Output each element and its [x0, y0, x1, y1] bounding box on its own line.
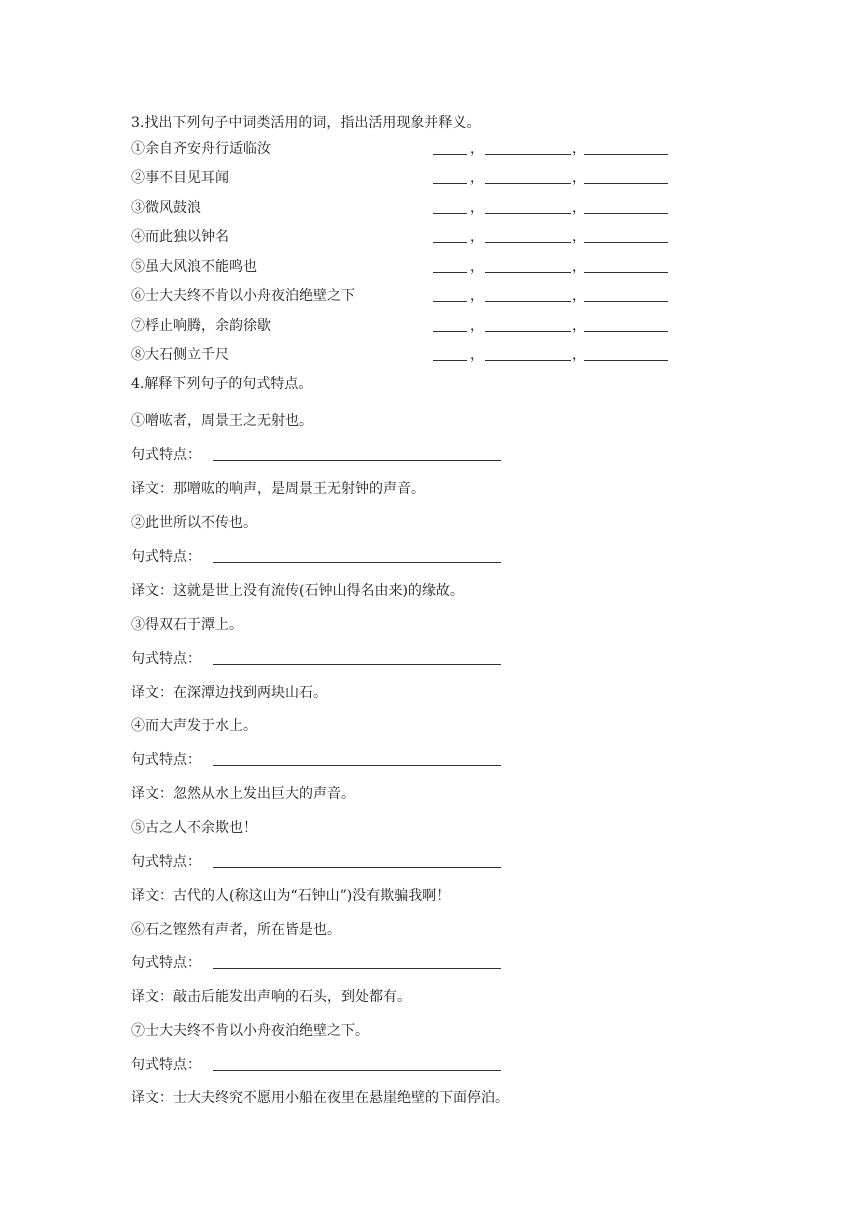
separator: ， — [470, 170, 484, 186]
separator: ， — [470, 229, 484, 245]
separator: ， — [572, 318, 586, 334]
blank-meaning[interactable] — [584, 242, 668, 243]
q4-sentence: ④而大声发于水上。 — [131, 718, 257, 734]
answer-line[interactable] — [213, 562, 501, 563]
blank-word[interactable] — [433, 213, 467, 214]
q4-translation: 译文：敲击后能发出声响的石头，到处都有。 — [131, 989, 411, 1005]
sentence-feature-label: 句式特点： — [131, 447, 201, 463]
separator: ， — [470, 200, 484, 216]
q3-row — [131, 286, 691, 306]
separator: ， — [470, 318, 484, 334]
q3-row — [131, 227, 691, 247]
q4-translation: 译文：那噌吰的响声，是周景王无射钟的声音。 — [131, 481, 425, 497]
separator: ， — [470, 288, 484, 304]
blank-word[interactable] — [433, 301, 467, 302]
sentence-feature-label: 句式特点： — [131, 955, 201, 971]
separator: ， — [572, 170, 586, 186]
answer-line[interactable] — [213, 460, 501, 461]
sentence-feature-label: 句式特点： — [131, 752, 201, 768]
q4-translation: 译文：古代的人(称这山为“石钟山”)没有欺骗我啊！ — [131, 888, 451, 904]
sentence-feature-row — [131, 1055, 511, 1075]
sentence-feature-row — [131, 852, 511, 872]
answer-line[interactable] — [213, 1070, 501, 1071]
q3-sentence: ⑤虽大风浪不能鸣也 — [131, 259, 257, 275]
blank-phenomenon[interactable] — [485, 154, 571, 155]
blank-phenomenon[interactable] — [485, 183, 571, 184]
sentence-feature-row — [131, 750, 511, 770]
blank-phenomenon[interactable] — [485, 213, 571, 214]
q4-sentence: ⑦士大夫终不肯以小舟夜泊绝壁之下。 — [131, 1023, 369, 1039]
blank-meaning[interactable] — [584, 213, 668, 214]
blank-meaning[interactable] — [584, 154, 668, 155]
q3-row — [131, 316, 691, 336]
answer-line[interactable] — [213, 968, 501, 969]
blank-meaning[interactable] — [584, 272, 668, 273]
separator: ， — [572, 347, 586, 363]
sentence-feature-label: 句式特点： — [131, 651, 201, 667]
q3-row — [131, 168, 691, 188]
separator: ， — [572, 288, 586, 304]
blank-phenomenon[interactable] — [485, 331, 571, 332]
answer-line[interactable] — [213, 664, 501, 665]
answer-line[interactable] — [213, 867, 501, 868]
sentence-feature-row — [131, 649, 511, 669]
question-3-heading: 3.找出下列句子中词类活用的词，指出活用现象并释义。 — [131, 115, 481, 131]
blank-word[interactable] — [433, 331, 467, 332]
separator: ， — [572, 259, 586, 275]
q3-row — [131, 257, 691, 277]
blank-meaning[interactable] — [584, 331, 668, 332]
blank-word[interactable] — [433, 360, 467, 361]
sentence-feature-row — [131, 445, 511, 465]
separator: ， — [572, 200, 586, 216]
blank-phenomenon[interactable] — [485, 360, 571, 361]
question-4-heading: 4.解释下列句子的句式特点。 — [131, 376, 313, 392]
q3-sentence: ③微风鼓浪 — [131, 200, 201, 216]
blank-word[interactable] — [433, 154, 467, 155]
sentence-feature-row — [131, 953, 511, 973]
blank-phenomenon[interactable] — [485, 272, 571, 273]
separator: ， — [470, 259, 484, 275]
blank-word[interactable] — [433, 242, 467, 243]
q3-sentence: ⑧大石侧立千尺 — [131, 347, 229, 363]
q4-translation: 译文：这就是世上没有流传(石钟山得名由来)的缘故。 — [131, 583, 464, 599]
sentence-feature-row — [131, 547, 511, 567]
q3-row — [131, 139, 691, 159]
sentence-feature-label: 句式特点： — [131, 854, 201, 870]
q4-sentence: ①噌吰者，周景王之无射也。 — [131, 413, 313, 429]
separator: ， — [572, 229, 586, 245]
answer-line[interactable] — [213, 765, 501, 766]
blank-meaning[interactable] — [584, 183, 668, 184]
sentence-feature-label: 句式特点： — [131, 1057, 201, 1073]
q3-sentence: ⑥士大夫终不肯以小舟夜泊绝壁之下 — [131, 288, 355, 304]
blank-phenomenon[interactable] — [485, 301, 571, 302]
q3-sentence: ⑦桴止响腾，余韵徐歇 — [131, 318, 271, 334]
q4-translation: 译文：士大夫终究不愿用小船在夜里在悬崖绝壁的下面停泊。 — [131, 1090, 509, 1106]
blank-meaning[interactable] — [584, 360, 668, 361]
separator: ， — [470, 141, 484, 157]
q4-sentence: ②此世所以不传也。 — [131, 515, 257, 531]
q4-sentence: ⑤古之人不余欺也！ — [131, 820, 257, 836]
q3-sentence: ②事不目见耳闻 — [131, 170, 229, 186]
q4-sentence: ③得双石于潭上。 — [131, 617, 243, 633]
q3-sentence: ①余自齐安舟行适临汝 — [131, 141, 271, 157]
separator: ， — [572, 141, 586, 157]
q4-translation: 译文：忽然从水上发出巨大的声音。 — [131, 786, 355, 802]
separator: ， — [470, 347, 484, 363]
q4-sentence: ⑥石之铿然有声者，所在皆是也。 — [131, 922, 341, 938]
q3-row — [131, 345, 691, 365]
q4-translation: 译文：在深潭边找到两块山石。 — [131, 685, 327, 701]
blank-phenomenon[interactable] — [485, 242, 571, 243]
sentence-feature-label: 句式特点： — [131, 549, 201, 565]
q3-row — [131, 198, 691, 218]
q3-sentence: ④而此独以钟名 — [131, 229, 229, 245]
blank-word[interactable] — [433, 272, 467, 273]
blank-word[interactable] — [433, 183, 467, 184]
blank-meaning[interactable] — [584, 301, 668, 302]
